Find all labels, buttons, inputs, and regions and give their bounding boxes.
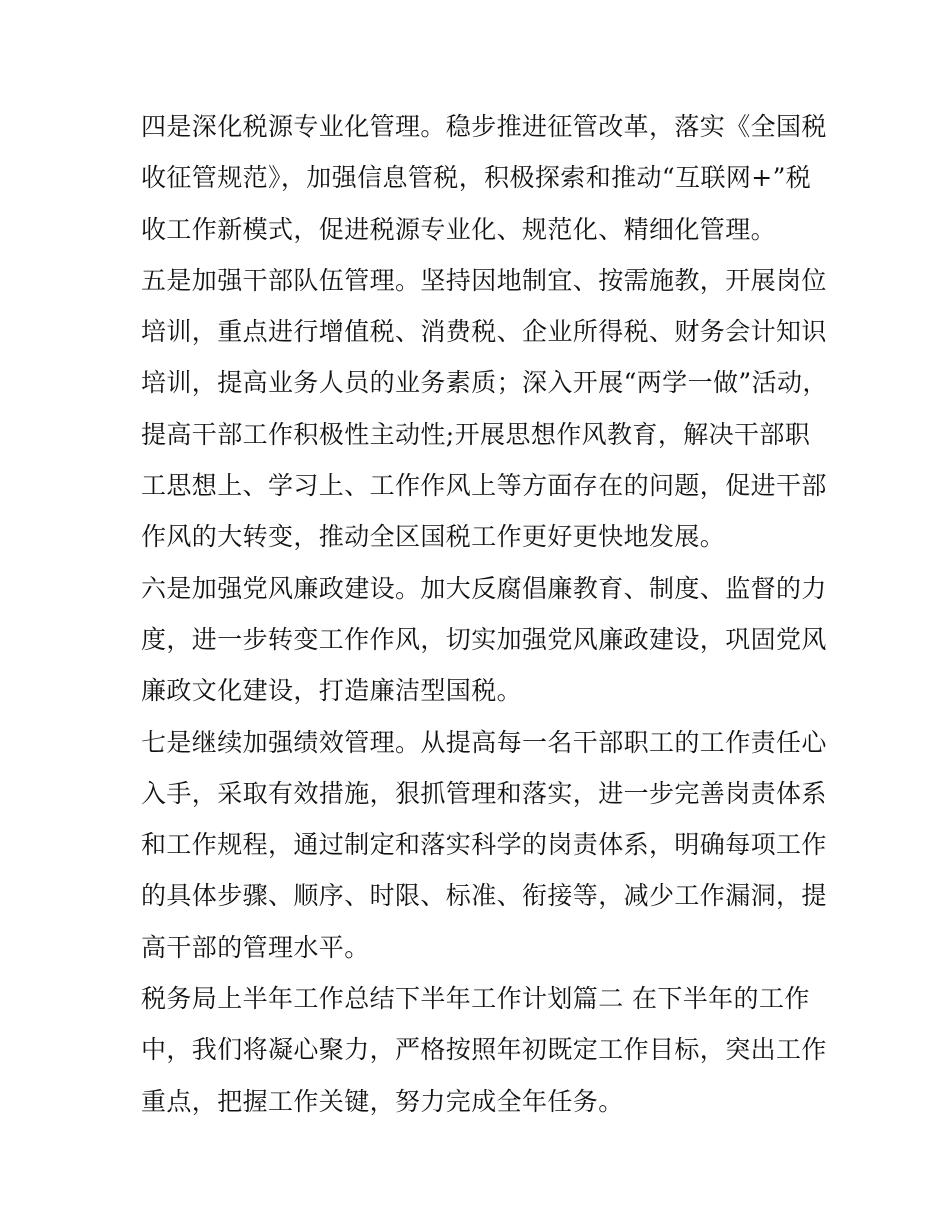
text-line: 廉政文化建设，打造廉洁型国税。 [141, 676, 523, 706]
paragraph-5-cadre-management [141, 255, 828, 563]
text-line: 培训，重点进行增值税、消费税、企业所得税、财务会计知识 [141, 317, 827, 347]
paragraph-7-performance-management [141, 717, 827, 973]
paragraph-part-two-intro [141, 973, 827, 1127]
text-line: 工思想上、学习上、工作作风上等方面存在的问题，促进干部 [141, 471, 827, 501]
document-body [141, 101, 828, 1127]
text-line: 六是加强党风廉政建设。加大反腐倡廉教育、制度、监督的力 [141, 573, 827, 603]
text-line: 度，进一步转变工作作风，切实加强党风廉政建设，巩固党风 [141, 624, 827, 654]
text-line: 培训，提高业务人员的业务素质；深入开展“两学一做”活动， [141, 368, 828, 398]
text-line: 高干部的管理水平。 [141, 932, 370, 962]
text-line: 税务局上半年工作总结下半年工作计划篇二 在下半年的工作 [141, 984, 810, 1014]
paragraph-4-tax-source-management [141, 101, 827, 255]
text-line: 四是深化税源专业化管理。稳步推进征管改革，落实《全国税 [141, 112, 827, 141]
text-line: 和工作规程，通过制定和落实科学的岗责体系，明确每项工作 [141, 830, 827, 860]
text-line: 五是加强干部队伍管理。坚持因地制宜、按需施教，开展岗位 [141, 265, 827, 295]
text-line: 收征管规范》，加强信息管税，积极探索和推动“互联网+”税 [141, 163, 812, 193]
paragraph-6-integrity-building [141, 563, 827, 717]
text-line: 收工作新模式，促进税源专业化、规范化、精细化管理。 [141, 214, 777, 244]
text-line: 的具体步骤、顺序、时限、标准、衔接等，减少工作漏洞，提 [141, 881, 827, 911]
text-line: 重点，把握工作关键，努力完成全年任务。 [141, 1086, 624, 1116]
text-line: 中，我们将凝心聚力，严格按照年初既定工作目标，突出工作 [141, 1035, 827, 1065]
text-line: 入手，采取有效措施，狠抓管理和落实，进一步完善岗责体系 [141, 778, 827, 808]
text-line: 七是继续加强绩效管理。从提高每一名干部职工的工作责任心 [141, 727, 827, 757]
text-line: 提高干部工作积极性主动性;开展思想作风教育，解决干部职 [141, 419, 811, 449]
text-line: 作风的大转变，推动全区国税工作更好更快地发展。 [141, 522, 726, 552]
